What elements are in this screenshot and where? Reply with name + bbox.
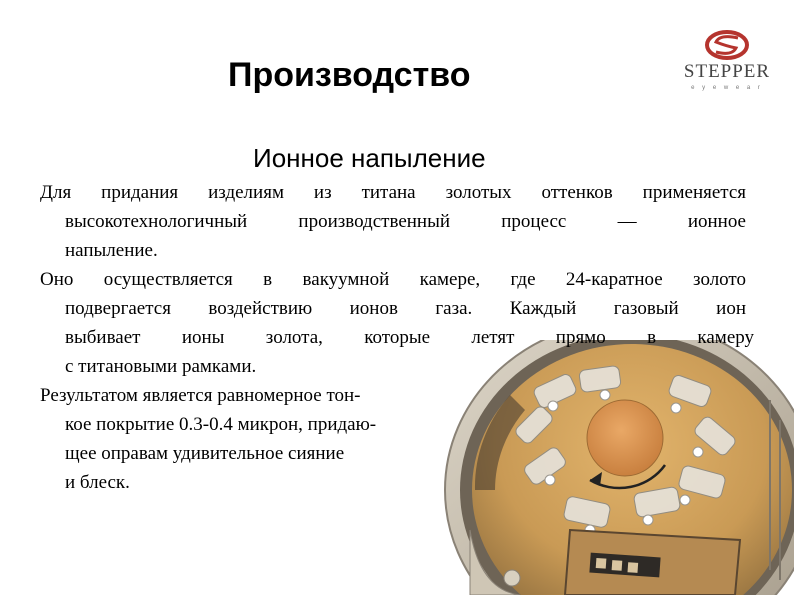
slide-subtitle: Ионное напыление xyxy=(253,143,486,173)
stepper-logo xyxy=(668,30,786,100)
body-text xyxy=(40,178,754,497)
paragraph xyxy=(40,265,754,381)
paragraph xyxy=(40,381,754,497)
text-line: Результатом является равномерное тон- xyxy=(40,385,361,406)
text-line: щее оправам удивительное сияние xyxy=(65,443,345,464)
text-line: напыление. xyxy=(65,240,158,261)
text-line: кое покрытие 0.3-0.4 микрон, придаю- xyxy=(65,414,377,435)
text-line: Для придания изделиям из титана золотых оттенков применяется xyxy=(40,182,746,203)
text-line: высокотехнологичный производственный процесс — ионное xyxy=(65,211,746,232)
paragraph xyxy=(40,178,754,265)
text-line: Оно осуществляется в вакуумной камере, где 24-каратное золото xyxy=(40,269,746,290)
text-line: и блеск. xyxy=(65,472,130,493)
logo-name: STEPPER xyxy=(683,61,771,82)
stepper-swirl-icon xyxy=(668,30,786,62)
text-line: подвергается воздействию ионов газа. Каждый газовый ион xyxy=(65,298,746,319)
text-line: с титановыми рамками. xyxy=(65,356,257,377)
text-line: выбивает ионы золота, которые летят прямо в камеру xyxy=(65,327,754,348)
slide-title: Производство xyxy=(228,56,471,94)
logo-tagline: e y e w e a r xyxy=(691,85,763,91)
